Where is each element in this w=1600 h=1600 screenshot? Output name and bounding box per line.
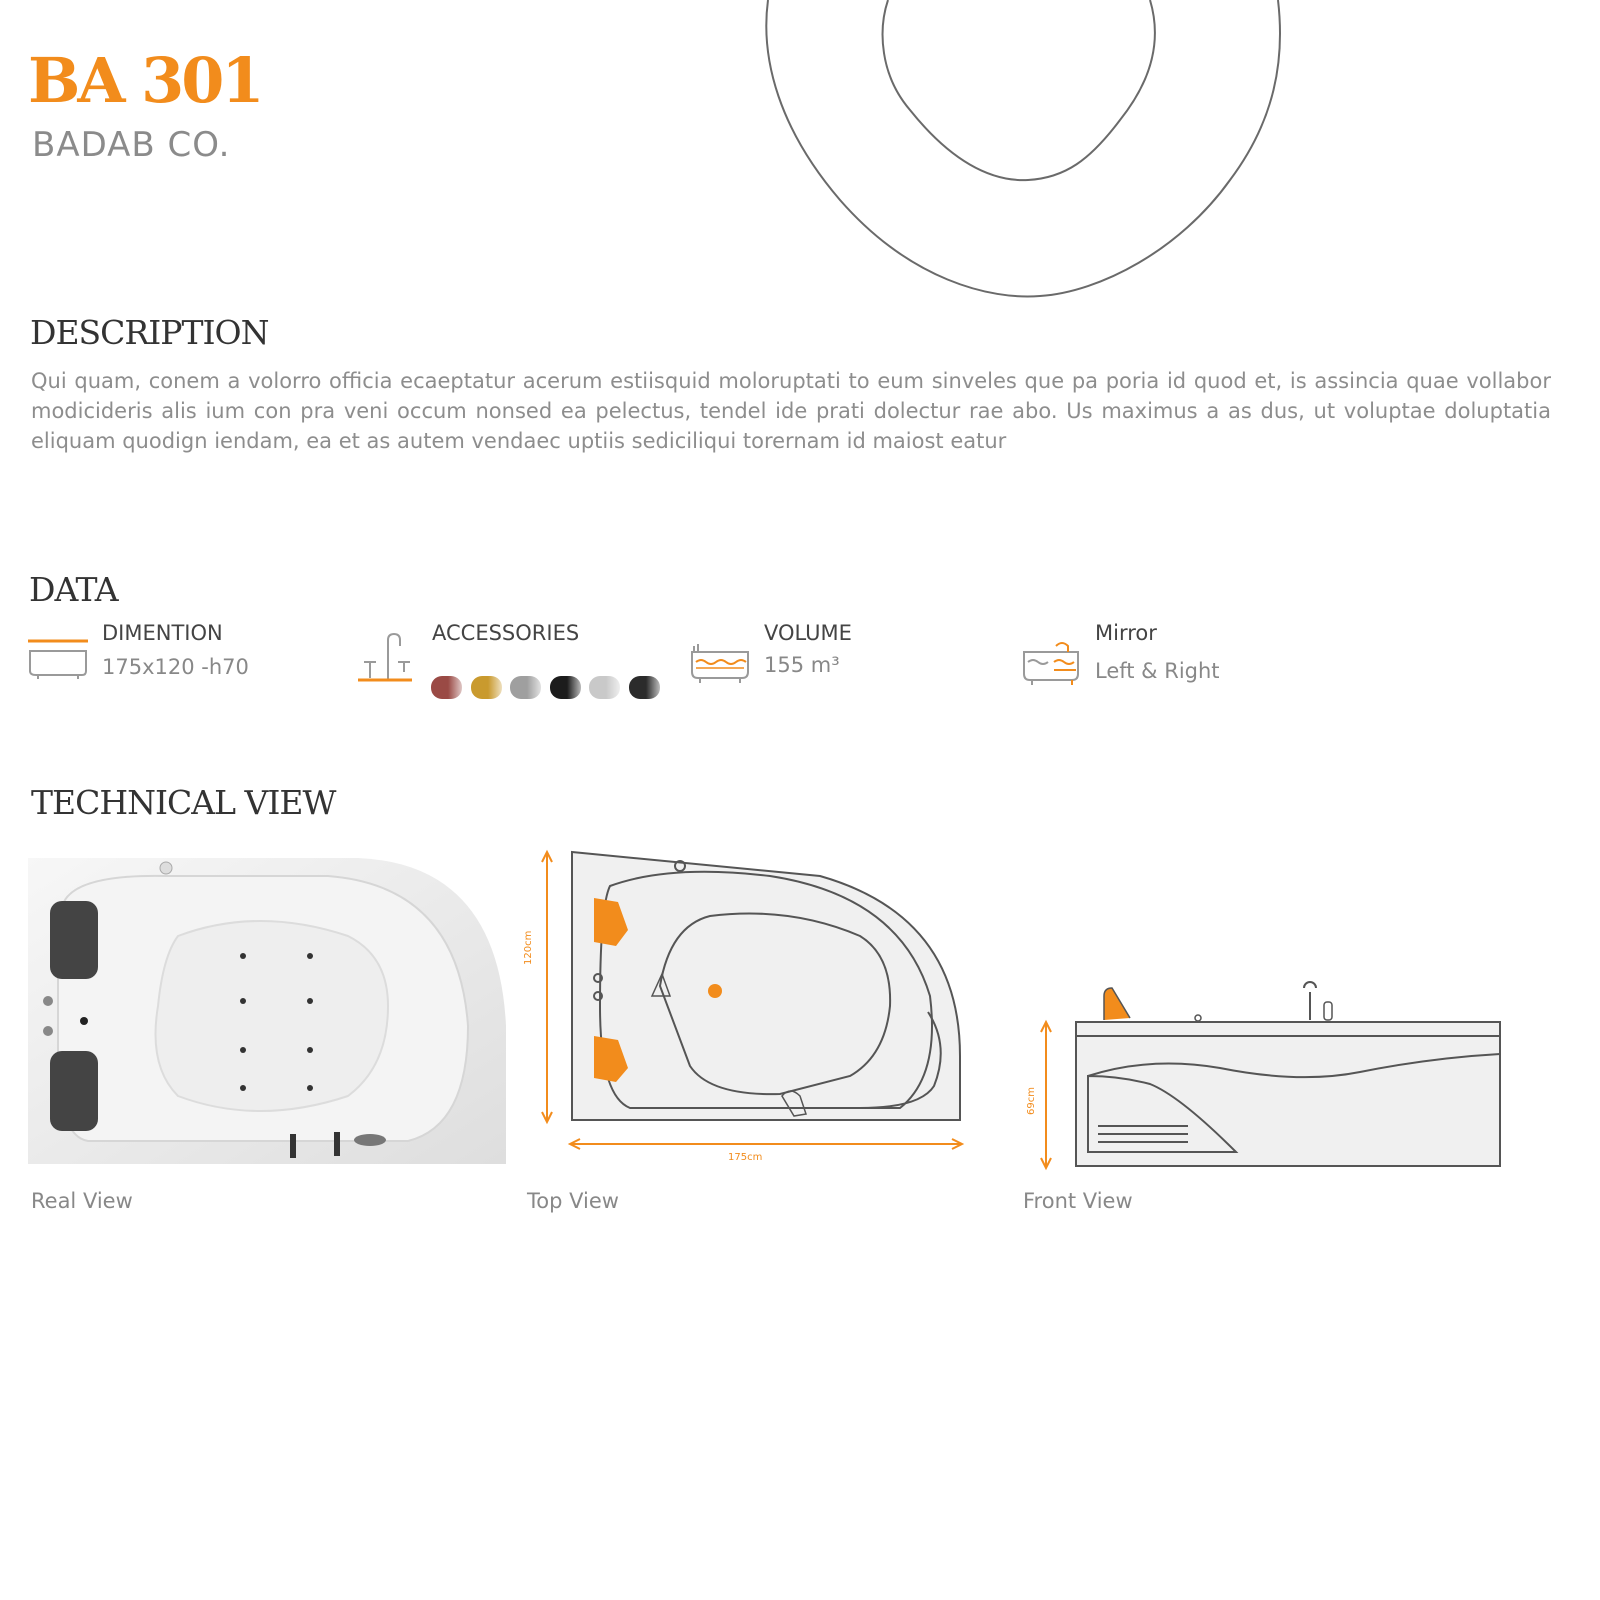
volume-label: VOLUME [764,621,852,645]
faucet-icon [358,632,414,684]
accessories-label: ACCESSORIES [432,621,580,645]
bathtub-dimension-icon [28,637,90,681]
brand-name: BADAB CO. [32,125,231,165]
front-view-caption: Front View [1023,1189,1133,1213]
finish-swatch [589,676,620,699]
top-view-drawing [520,846,970,1176]
top-width-label: 175cm [728,1152,763,1163]
dimention-label: DIMENTION [102,621,223,645]
mirror-value: Left & Right [1095,659,1220,683]
front-view-drawing [1030,976,1510,1176]
front-height-label: 69cm [1026,1087,1037,1115]
data-title: DATA [29,570,118,609]
finish-swatch [471,676,502,699]
tub-outline-graphic [760,0,1290,310]
top-height-label: 120cm [523,930,534,965]
description-title: DESCRIPTION [30,313,269,352]
technical-title: TECHNICAL VIEW [31,783,336,822]
real-view-caption: Real View [31,1189,133,1213]
finish-swatch [550,676,581,699]
dimention-value: 175x120 -h70 [102,655,249,679]
mirror-label: Mirror [1095,621,1157,645]
model-title: BA 301 [28,44,262,117]
bathtub-mirror-icon [1022,640,1082,686]
description-body: Qui quam, conem a volorro officia ecaeptatur acerum estiisquid moloruptati to eum sinveles que pa poria id quod et, is assincia quae vollabor modicideris alis ium con pra veni occum nonsed ea pelectus, tendel ide prati dolectur rae abo. Us maximus a as dus, ut voluptae doluptatia eliquam quodign iendam, ea et as autem vendaec uptiis sediciliqui torernam id maiost eatur [31,369,1551,453]
real-view-image [28,856,508,1168]
finish-swatch [629,676,660,699]
finish-swatch [431,676,462,699]
bathtub-water-icon [690,642,750,684]
finish-swatch [510,676,541,699]
top-view-caption: Top View [527,1189,619,1213]
volume-value: 155 m³ [764,653,840,677]
